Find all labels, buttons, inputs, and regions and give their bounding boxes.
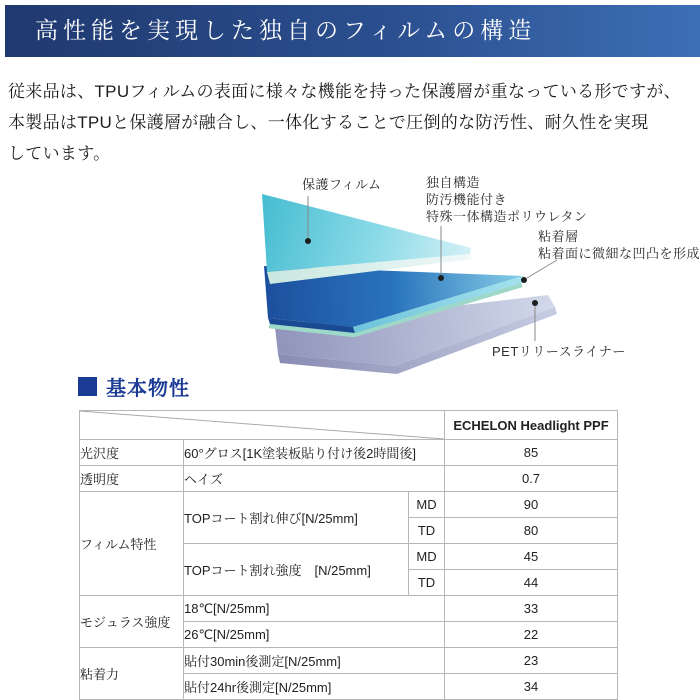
category-cell: 光沢度 [80,440,184,466]
basic-properties-table [79,410,618,700]
intro-paragraph [8,76,698,169]
table-row [80,648,618,674]
label-line-adhesive [527,260,557,278]
header-empty-cell [80,411,445,440]
section-title: 基本物性 [106,378,190,400]
table-header-row [80,411,618,440]
property-cell: TOPコート割れ強度 [N/25mm] [184,544,409,596]
value-cell: 34 [445,674,618,700]
diagonal-line [80,411,444,439]
value-cell: 45 [445,544,618,570]
intro-line: しています。 [8,144,111,163]
category-cell: モジュラス強度 [80,596,184,648]
category-cell: 粘着力 [80,648,184,700]
section-banner [5,5,700,57]
value-cell: 0.7 [445,466,618,492]
category-cell: フィルム特性 [80,492,184,596]
value-cell: 80 [445,518,618,544]
value-cell: 44 [445,570,618,596]
label-adhesive-layer [538,228,700,262]
square-bullet-icon [78,377,97,396]
table-row [80,440,618,466]
value-cell: 22 [445,622,618,648]
label-dot-unique [438,275,444,281]
intro-line: 本製品はTPUと保護層が融合し、一体化することで圧倒的な防汚性、耐久性を実現 [8,113,649,132]
label-unique-line1: 独自構造 [426,175,481,190]
property-cell: 貼付24hr後測定[N/25mm] [184,674,445,700]
property-cell: 60°グロス[1K塗装板貼り付け後2時間後] [184,440,445,466]
intro-line: 従来品は、TPUフィルムの表面に様々な機能を持った保護層が重なっている形ですが、 [8,82,681,101]
table-row [80,596,618,622]
film-structure-diagram [230,170,700,378]
category-cell: 透明度 [80,466,184,492]
product-column-header: ECHELON Headlight PPF [445,411,618,440]
value-cell: 23 [445,648,618,674]
property-cell: 26℃[N/25mm] [184,622,445,648]
label-dot-adhesive [521,277,527,283]
property-cell: TOPコート割れ伸び[N/25mm] [184,492,409,544]
direction-cell: MD [409,544,445,570]
property-cell: ヘイズ [184,466,445,492]
label-dot-protective [305,238,311,244]
value-cell: 33 [445,596,618,622]
label-unique-line3: 特殊一体構造ポリウレタン [426,209,588,224]
label-adhesive-line2: 粘着面に微細な凹凸を形成 [538,246,700,261]
basic-properties-heading [78,372,190,401]
label-protective-film: 保護フィルム [302,177,382,192]
spec-table-container [79,410,618,700]
table-row [80,492,618,518]
direction-cell: TD [409,570,445,596]
label-unique-line2: 防汚機能付き [426,192,508,207]
label-unique-structure [426,174,587,225]
value-cell: 90 [445,492,618,518]
label-adhesive-line1: 粘着層 [538,229,579,244]
property-cell: 18℃[N/25mm] [184,596,445,622]
label-dot-liner [532,300,538,306]
value-cell: 85 [445,440,618,466]
property-cell: 貼付30min後測定[N/25mm] [184,648,445,674]
direction-cell: MD [409,492,445,518]
table-row [80,466,618,492]
direction-cell: TD [409,518,445,544]
label-release-liner: PETリリースライナー [492,344,626,359]
banner-title: 高性能を実現した独自のフィルムの構造 [35,18,537,43]
